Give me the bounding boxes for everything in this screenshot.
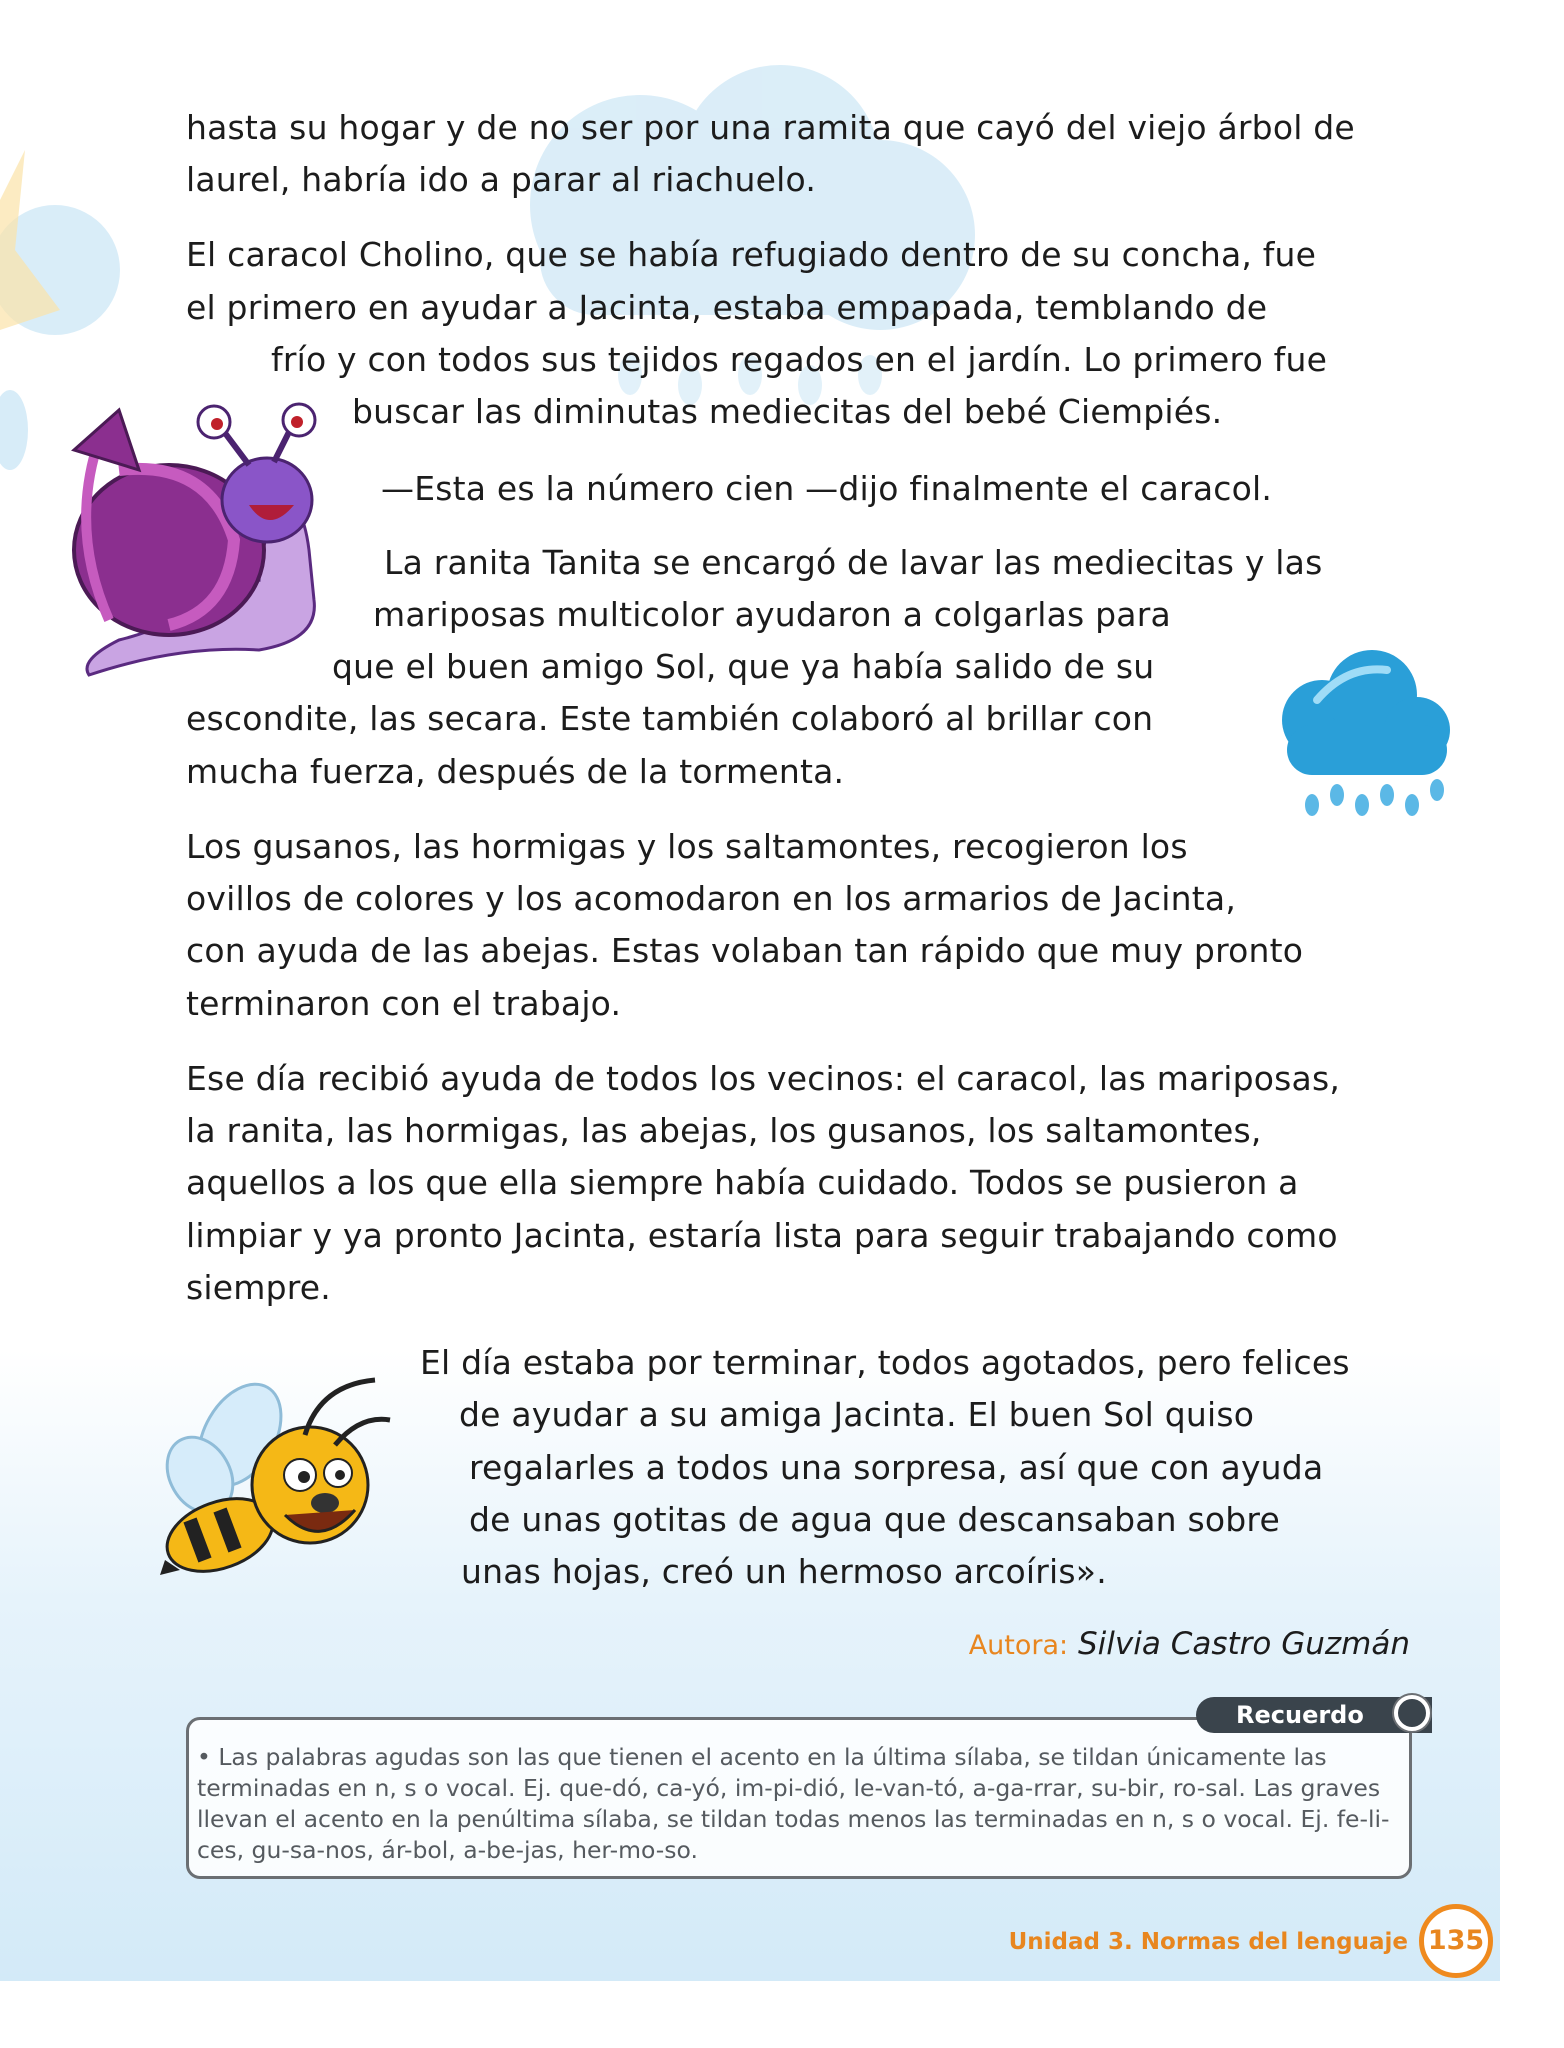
story-line: hasta su hogar y de no ser por una ramita que cayó del viejo árbol de bbox=[186, 108, 1355, 147]
story-line: mucha fuerza, después de la tormenta. bbox=[186, 752, 845, 791]
author-name: Silvia Castro Guzmán bbox=[1077, 1626, 1410, 1662]
story-line: limpiar y ya pronto Jacinta, estaría lista para seguir trabajando como bbox=[186, 1216, 1338, 1255]
story-line: aquellos a los que ella siempre había cuidado. Todos se pusieron a bbox=[186, 1163, 1299, 1202]
story-line: de unas gotitas de agua que descansaban sobre bbox=[469, 1500, 1280, 1539]
story-line: terminaron con el trabajo. bbox=[186, 984, 622, 1023]
snail-illustration-icon bbox=[59, 400, 324, 685]
story-line: laurel, habría ido a parar al riachuelo. bbox=[186, 160, 817, 199]
story-line: buscar las diminutas mediecitas del bebé Ciempiés. bbox=[352, 392, 1223, 431]
recuerdo-text: • Las palabras agudas son las que tienen el acento en la última sílaba, se tildan únicamente las terminadas en n, s o vocal. Ej. que-dó, ca-yó, im-pi-dió, le-van-tó, a-ga-rrar, su-bir, ro-sal. Las graves llevan el acento en la penúltima sílaba, se tildan todas menos las terminadas en n, s o vocal. Ej. fe-li-ces, gu-sa-nos, ár-bol, a-be-jas, her-mo-so. bbox=[197, 1743, 1390, 1864]
story-line: de ayudar a su amiga Jacinta. El buen Sol quiso bbox=[459, 1395, 1255, 1434]
story-line: El día estaba por terminar, todos agotados, pero felices bbox=[420, 1343, 1350, 1382]
author-credit bbox=[969, 1620, 1410, 1670]
page-number: 135 bbox=[1419, 1904, 1493, 1978]
story-line: —Esta es la número cien —dijo finalmente el caracol. bbox=[381, 469, 1273, 508]
author-label: Autora: bbox=[968, 1630, 1069, 1661]
story-line: escondite, las secara. Este también colaboró al brillar con bbox=[186, 699, 1154, 738]
rain-cloud-icon bbox=[1277, 645, 1452, 825]
recuerdo-circle-icon bbox=[1394, 1695, 1430, 1731]
recuerdo-box bbox=[186, 1717, 1412, 1879]
story-line: El caracol Cholino, que se había refugiado dentro de su concha, fue bbox=[186, 235, 1317, 274]
story-line: Los gusanos, las hormigas y los saltamontes, recogieron los bbox=[186, 827, 1188, 866]
recuerdo-tab: Recuerdo bbox=[1196, 1697, 1432, 1733]
story-line: mariposas multicolor ayudaron a colgarlas para bbox=[373, 595, 1171, 634]
unit-footer: Unidad 3. Normas del lenguaje bbox=[1008, 1929, 1408, 1955]
story-line: la ranita, las hormigas, las abejas, los gusanos, los saltamontes, bbox=[186, 1111, 1262, 1150]
story-line: unas hojas, creó un hermoso arcoíris». bbox=[461, 1552, 1107, 1591]
story-line: ovillos de colores y los acomodaron en los armarios de Jacinta, bbox=[186, 879, 1237, 918]
story-line: con ayuda de las abejas. Estas volaban tan rápido que muy pronto bbox=[186, 931, 1304, 970]
story-line: regalarles a todos una sorpresa, así que con ayuda bbox=[469, 1448, 1324, 1487]
story-line: el primero en ayudar a Jacinta, estaba empapada, temblando de bbox=[186, 288, 1268, 327]
story-line: Ese día recibió ayuda de todos los vecinos: el caracol, las mariposas, bbox=[186, 1059, 1341, 1098]
bee-illustration-icon bbox=[160, 1375, 395, 1585]
story-line: La ranita Tanita se encargó de lavar las mediecitas y las bbox=[384, 543, 1323, 582]
story-line: siempre. bbox=[186, 1268, 331, 1307]
story-line: que el buen amigo Sol, que ya había salido de su bbox=[332, 647, 1155, 686]
story-line: frío y con todos sus tejidos regados en el jardín. Lo primero fue bbox=[271, 340, 1328, 379]
